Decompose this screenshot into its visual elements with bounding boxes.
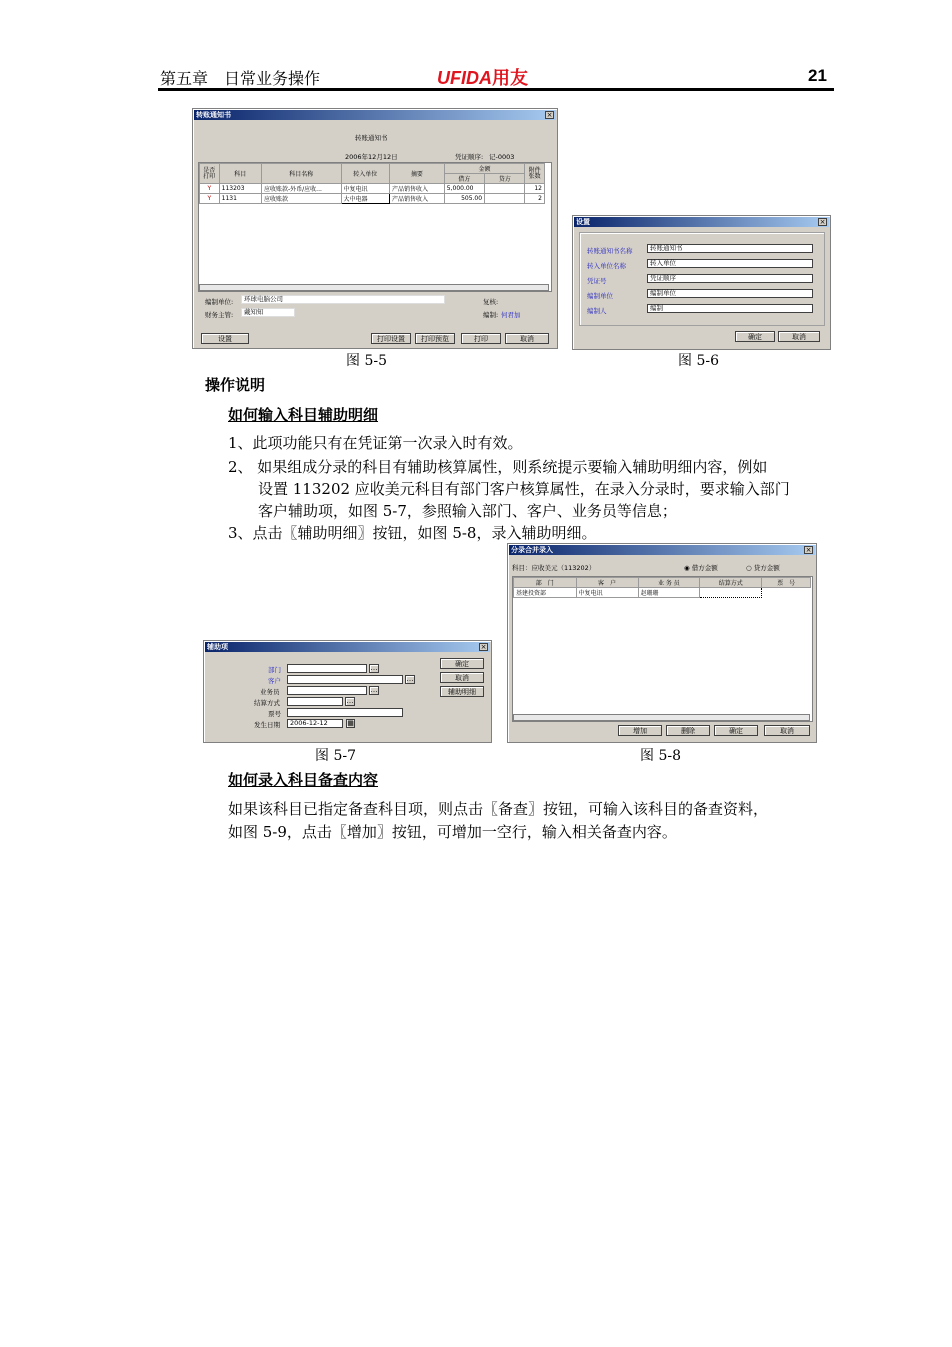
ok-button[interactable]: 确定 bbox=[440, 658, 484, 669]
cancel-button[interactable]: 取消 bbox=[778, 331, 820, 342]
close-icon[interactable]: × bbox=[819, 218, 826, 226]
ok-button[interactable]: 确定 bbox=[714, 725, 758, 736]
paragraph-2-line-2: 设置 113202 应收美元科目有部门客户核算属性，在录入分录时，要求输入部门 bbox=[258, 480, 790, 498]
transfer-unit[interactable]: 中复电讯 bbox=[341, 184, 390, 194]
col-debit: 借方 bbox=[444, 174, 484, 184]
print-preview-button[interactable]: 打印预览 bbox=[415, 333, 455, 344]
compiler-unit-input[interactable]: 编制单位 bbox=[647, 289, 813, 298]
merged-entry-window bbox=[507, 543, 817, 743]
window-title: 设置 bbox=[574, 217, 829, 227]
subheading-aux-detail: 如何输入科目辅助明细 bbox=[228, 406, 379, 424]
entries-grid bbox=[198, 162, 552, 292]
paragraph-2-line-3: 客户辅助项，如图 5-7，参照输入部门、客户、业务员等信息； bbox=[258, 502, 677, 520]
caption-fig-5-8: 图 5-8 bbox=[640, 748, 681, 764]
ticket-input[interactable] bbox=[287, 708, 403, 717]
chapter-title: 第五章 日常业务操作 bbox=[160, 69, 321, 88]
credit-amount bbox=[485, 184, 525, 194]
date-label: 发生日期 bbox=[254, 721, 280, 729]
cancel-button[interactable]: 取消 bbox=[764, 725, 810, 736]
finance-field[interactable]: 戴知知 bbox=[241, 308, 295, 317]
customer-input[interactable] bbox=[287, 675, 403, 684]
dept-cell[interactable]: 基建投资部 bbox=[514, 588, 577, 598]
window-title: 转账通知书 bbox=[194, 110, 556, 120]
header-rule bbox=[158, 88, 834, 91]
customer-label: 客户 bbox=[268, 677, 281, 685]
compiler-unit-label: 编制单位: bbox=[205, 298, 234, 306]
maker-input[interactable]: 编制 bbox=[647, 304, 813, 313]
col-settle: 结算方式 bbox=[700, 578, 762, 588]
radio-debit-label: 借方金额 bbox=[691, 564, 718, 572]
print-flag[interactable]: Y bbox=[200, 194, 220, 204]
notice-date: 2006年12月12日 bbox=[345, 153, 398, 161]
ufida-logo bbox=[437, 64, 528, 90]
radio-credit[interactable]: ○ 贷方金额 bbox=[746, 564, 780, 572]
table-row[interactable] bbox=[200, 194, 545, 204]
customer-lookup-button[interactable]: … bbox=[406, 675, 414, 683]
col-ticket: 票 号 bbox=[762, 578, 811, 588]
col-subject: 科目 bbox=[219, 164, 261, 184]
field-label: 转入单位名称 bbox=[587, 262, 626, 270]
subheading-memo: 如何录入科目备查内容 bbox=[228, 771, 379, 789]
aux-items-window bbox=[203, 640, 492, 743]
close-icon[interactable]: × bbox=[546, 111, 553, 119]
col-salesman: 业 务 员 bbox=[638, 578, 700, 588]
paragraph-3: 3、点击〖辅助明细〗按钮，如图 5-8，录入辅助明细。 bbox=[228, 524, 597, 542]
col-print: 是否打印 bbox=[200, 164, 220, 184]
detail-grid bbox=[512, 576, 813, 722]
settle-lookup-button[interactable]: … bbox=[346, 697, 354, 705]
col-amount: 金额 bbox=[444, 164, 525, 174]
paragraph-1: 1、此项功能只有在凭证第一次录入时有效。 bbox=[228, 434, 523, 452]
customer-cell[interactable]: 中复电讯 bbox=[576, 588, 638, 598]
print-settings-button[interactable]: 打印设置 bbox=[371, 333, 411, 344]
ticket-label: 票号 bbox=[268, 710, 281, 718]
settle-cell[interactable] bbox=[700, 588, 762, 598]
calendar-icon[interactable]: ▦ bbox=[347, 719, 354, 727]
finance-label: 财务主管: bbox=[205, 311, 234, 319]
add-button[interactable]: 增加 bbox=[618, 725, 662, 736]
voucher-number-input[interactable]: 凭证顺序 bbox=[647, 274, 813, 283]
window-title: 辅助项 bbox=[205, 642, 490, 652]
dept-input[interactable] bbox=[287, 664, 367, 673]
field-label: 转账通知书名称 bbox=[587, 247, 633, 255]
caption-fig-5-6: 图 5-6 bbox=[678, 353, 719, 369]
notice-heading: 转账通知书 bbox=[355, 134, 388, 142]
print-button[interactable]: 打印 bbox=[461, 333, 501, 344]
voucher-number: 记-0003 bbox=[489, 153, 515, 161]
col-unit: 转入单位 bbox=[341, 164, 390, 184]
subject-label: 科目：应收美元（113202） bbox=[512, 564, 596, 572]
aux-detail-button[interactable]: 辅助明细 bbox=[440, 686, 484, 697]
page-number: 21 bbox=[808, 66, 827, 85]
logo-cn: 用友 bbox=[492, 68, 528, 88]
logo-latin: UFIDA bbox=[437, 68, 492, 88]
window-title: 分录合并录入 bbox=[509, 545, 815, 555]
col-attach: 附件张数 bbox=[525, 164, 545, 184]
caption-fig-5-5: 图 5-5 bbox=[346, 353, 387, 369]
settle-label: 结算方式 bbox=[254, 699, 280, 707]
dept-lookup-button[interactable]: … bbox=[370, 664, 378, 672]
print-flag[interactable]: Y bbox=[200, 184, 220, 194]
settings-window bbox=[572, 215, 831, 350]
maker-label: 编制: bbox=[483, 311, 499, 319]
horizontal-scrollbar[interactable] bbox=[199, 284, 549, 291]
compiler-unit-field[interactable]: 环球电脑公司 bbox=[241, 295, 445, 304]
ok-button[interactable]: 确定 bbox=[735, 331, 775, 342]
summary: 产品销售收入 bbox=[390, 194, 445, 204]
transfer-unit-editing[interactable]: 大中电器 bbox=[341, 194, 390, 204]
radio-debit[interactable]: ◉ 借方金额 bbox=[684, 564, 718, 572]
field-label: 编制单位 bbox=[587, 292, 613, 300]
summary: 产品销售收入 bbox=[390, 184, 445, 194]
close-icon[interactable]: × bbox=[480, 643, 487, 651]
attach-count: 2 bbox=[525, 194, 545, 204]
attach-count: 12 bbox=[525, 184, 545, 194]
debit-amount: 505.00 bbox=[444, 194, 484, 204]
ticket-cell[interactable] bbox=[762, 588, 811, 598]
debit-amount: 5,000.00 bbox=[444, 184, 484, 194]
transfer-notice-window bbox=[192, 108, 558, 349]
cancel-button[interactable]: 取消 bbox=[440, 672, 484, 683]
salesman-input[interactable] bbox=[287, 686, 367, 695]
subject-code: 1131 bbox=[219, 194, 261, 204]
table-row[interactable] bbox=[514, 588, 811, 598]
salesman-cell[interactable]: 赵珊珊 bbox=[638, 588, 700, 598]
notice-name-input[interactable]: 转账通知书 bbox=[647, 244, 813, 253]
caption-fig-5-7: 图 5-7 bbox=[315, 748, 356, 764]
table-row[interactable] bbox=[200, 184, 545, 194]
col-dept: 部 门 bbox=[514, 578, 577, 588]
salesman-lookup-button[interactable]: … bbox=[370, 686, 378, 694]
paragraph-4-line-2: 如图 5-9，点击〖增加〗按钮，可增加一空行，输入相关备查内容。 bbox=[228, 823, 677, 841]
settle-input[interactable] bbox=[287, 697, 343, 706]
col-credit: 贷方 bbox=[485, 174, 525, 184]
field-label: 编制人 bbox=[587, 307, 607, 315]
horizontal-scrollbar[interactable] bbox=[513, 714, 810, 721]
dept-label: 部门 bbox=[268, 666, 281, 674]
maker-value: 何君加 bbox=[501, 311, 521, 319]
unit-name-input[interactable]: 转入单位 bbox=[647, 259, 813, 268]
field-label: 凭证号 bbox=[587, 277, 607, 285]
subject-name: 应收账款 bbox=[261, 194, 341, 204]
review-label: 复核: bbox=[483, 298, 499, 306]
col-customer: 客 户 bbox=[576, 578, 638, 588]
section-title: 操作说明 bbox=[205, 376, 266, 394]
paragraph-2-line-1: 2、 如果组成分录的科目有辅助核算属性，则系统提示要输入辅助明细内容，例如 bbox=[228, 458, 768, 476]
paragraph-4-line-1: 如果该科目已指定备查科目项，则点击〖备查〗按钮，可输入该科目的备查资料， bbox=[228, 800, 769, 818]
subject-name: 应收账款-外币/应收... bbox=[261, 184, 341, 194]
close-icon[interactable]: × bbox=[805, 546, 812, 554]
salesman-label: 业务员 bbox=[260, 688, 280, 696]
subject-code: 113203 bbox=[219, 184, 261, 194]
date-input[interactable]: 2006-12-12 bbox=[287, 719, 343, 728]
col-subject-name: 科目名称 bbox=[261, 164, 341, 184]
voucher-order-label: 凭证顺序: bbox=[455, 153, 484, 161]
col-summary: 摘要 bbox=[390, 164, 445, 184]
credit-amount bbox=[485, 194, 525, 204]
cancel-button[interactable]: 取消 bbox=[505, 333, 549, 344]
delete-button[interactable]: 删除 bbox=[666, 725, 710, 736]
radio-credit-label: 贷方金额 bbox=[753, 564, 780, 572]
settings-button[interactable]: 设置 bbox=[201, 333, 249, 344]
